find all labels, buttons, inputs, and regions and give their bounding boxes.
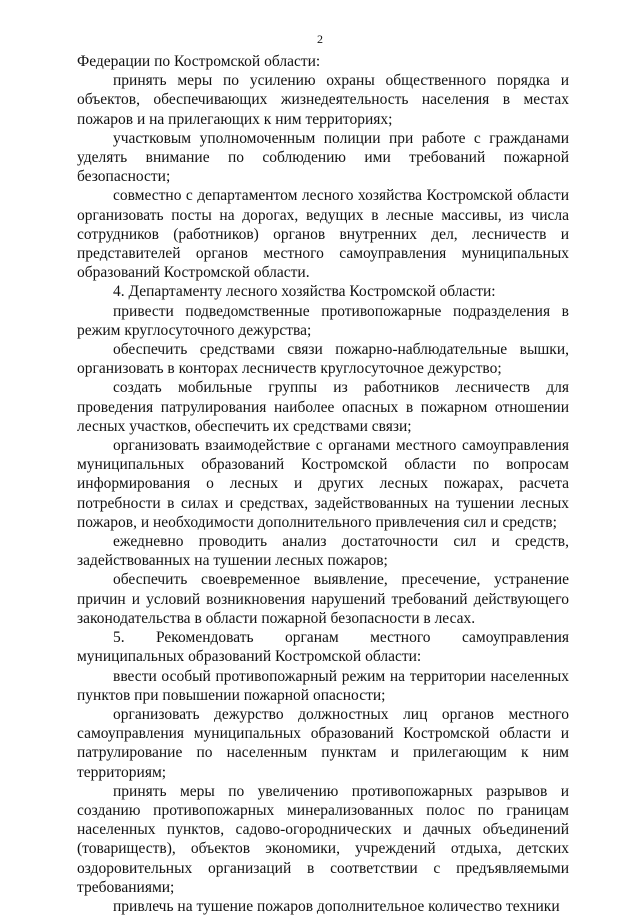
paragraph: Федерации по Костромской области: [77,53,321,70]
paragraph: привести подведомственные противопожарные подразделения в режим круглосуточного дежурства; [77,302,569,339]
paragraph: создать мобильные группы из работников лесничеств для проведения патрулирования наиболее опасных в пожарном отношении лесных участков, обеспечить их средствами связи; [77,379,569,435]
paragraph: участковым уполномоченным полиции при работе с гражданами уделять внимание по соблюдению ими требований пожарной безопасности; [77,129,569,186]
paragraph: организовать взаимодействие с органами местного самоуправления муниципальных образований Костромской области по вопросам информирования о лесных и других лесных пожарах, расчета потребности в силах и средствах, задействованных на тушении лесных пожаров, и необходимости дополнительного привлечения сил и средств; [77,437,569,531]
section-heading: 5. Рекомендовать органам местного самоуправления муниципальных образований Костромской области: [77,629,569,666]
paragraph: ввести особый противопожарный режим на территории населенных пунктов при повышении пожарной опасности; [77,667,569,704]
section-heading: 4. Департаменту лесного хозяйства Костромской области: [113,283,496,301]
paragraph: совместно с департаментом лесного хозяйства Костромской области организовать посты на дорогах, ведущих в лесные массивы, из числа сотрудников (работников) органов внутренних дел, лесничеств и представителей органов местного самоуправления муниципальных образований Костромской области. [77,187,569,282]
paragraph: принять меры по увеличению противопожарных разрывов и созданию противопожарных минерализованных полос по границам населенных пунктов, садово-огороднических и дачных объединений (товариществ), объектов экономики, учреждений отдыха, детских оздоровительных организаций в соответствии с предъявляемыми требованиями; [77,782,569,896]
paragraph: принять меры по усилению охраны общественного порядка и объектов, обеспечивающих жизнедеятельность населения в местах пожаров и на прилегающих к ним территориях; [77,72,569,128]
document-body [77,52,569,916]
paragraph: обеспечить своевременное выявление, пресечение, устранение причин и условий возникновения нарушений требований действующего законодательства в области пожарной безопасности в лесах. [77,571,569,627]
page-number: 2 [317,32,323,46]
paragraph: обеспечить средствами связи пожарно-наблюдательные вышки, организовать в конторах лесничеств круглосуточное дежурство; [77,341,569,378]
paragraph: организовать дежурство должностных лиц органов местного самоуправления муниципальных образований Костромской области и патрулирование по населенным пунктам и прилегающим к ним территориям; [77,705,569,781]
paragraph: привлечь на тушение пожаров дополнительное количество техники [113,897,560,915]
paragraph: ежедневно проводить анализ достаточности сил и средств, задействованных на тушении лесных пожаров; [77,533,569,570]
